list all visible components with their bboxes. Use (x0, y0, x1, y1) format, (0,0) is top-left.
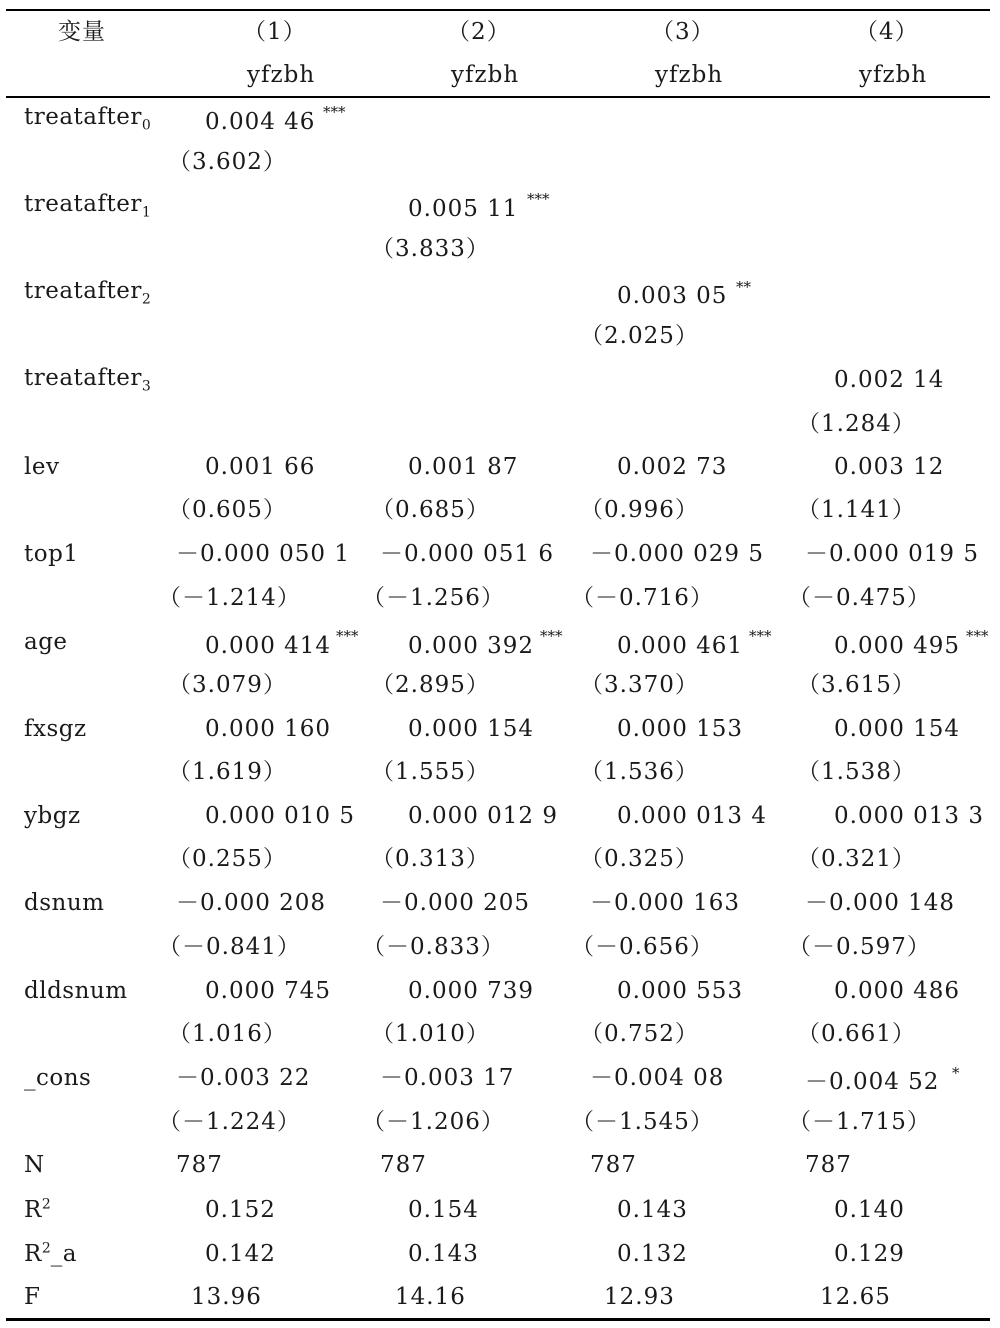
tstat-cell: （1.536） (580, 759, 699, 785)
tstat-cell: （0.661） (797, 1021, 916, 1047)
coef-cell: 0.000 010 5 (205, 803, 355, 829)
stat-label: F (24, 1284, 41, 1310)
stat-value: 787 (380, 1152, 427, 1178)
tstat-cell: （－1.224） (158, 1109, 301, 1135)
stat-value: 0.154 (408, 1197, 479, 1223)
coef-cell: 0.000 154 (408, 716, 535, 742)
coef-cell: －0.000 051 6 (380, 541, 554, 567)
coef-cell: －0.003 17 (380, 1065, 515, 1091)
significance-stars: ** (736, 278, 751, 296)
coef-cell: －0.000 050 1 (176, 541, 350, 567)
stat-value: 0.142 (205, 1241, 276, 1267)
significance-stars: *** (527, 190, 550, 208)
tstat-cell: （－0.475） (788, 585, 931, 611)
tstat-cell: （－1.256） (362, 585, 505, 611)
coef-cell: 0.000 553 (617, 978, 744, 1004)
header-col-number: （4） (855, 19, 919, 45)
stat-label: $R^2\_a$ (24, 1240, 77, 1267)
stat-value: 14.16 (395, 1284, 466, 1310)
row-label: _cons (24, 1065, 92, 1091)
stat-label: N (24, 1152, 45, 1178)
stat-value: 0.132 (617, 1241, 688, 1267)
stat-value: 12.65 (820, 1284, 891, 1310)
coef-cell: 0.000 414 (205, 633, 332, 659)
coef-cell: －0.000 029 5 (590, 541, 764, 567)
stat-value: 0.129 (834, 1241, 905, 1267)
coef-cell: 0.000 154 (834, 716, 961, 742)
coef-cell: －0.004 52 (805, 1069, 940, 1095)
significance-stars: *** (323, 103, 346, 121)
header-rule (6, 96, 990, 98)
tstat-cell: （0.321） (797, 846, 916, 872)
tstat-cell: （1.010） (371, 1021, 490, 1047)
stat-value: 787 (590, 1152, 637, 1178)
coef-cell: 0.000 012 9 (408, 803, 558, 829)
coef-cell: 0.000 739 (408, 978, 535, 1004)
stat-value: 0.152 (205, 1197, 276, 1223)
coef-cell: －0.000 205 (380, 890, 531, 916)
tstat-cell: （2.025） (580, 323, 699, 349)
header-var-label: 变量 (58, 19, 106, 45)
header-col-number: （2） (447, 19, 511, 45)
header-col-number: （1） (243, 19, 307, 45)
stat-label: $R^2$ (24, 1196, 51, 1223)
tstat-cell: （－0.597） (788, 934, 931, 960)
coef-cell: 0.000 153 (617, 716, 744, 742)
tstat-cell: （0.996） (580, 497, 699, 523)
header-col-number: （3） (651, 19, 715, 45)
stat-value: 787 (805, 1152, 852, 1178)
header-dep-var: yfzbh (859, 62, 928, 88)
tstat-cell: （1.538） (797, 759, 916, 785)
coef-cell: 0.000 486 (834, 978, 961, 1004)
tstat-cell: （－0.716） (571, 585, 714, 611)
row-label: treatafter$_0$ (24, 104, 151, 134)
tstat-cell: （－1.545） (571, 1109, 714, 1135)
significance-stars: *** (336, 627, 359, 645)
coef-cell: －0.004 08 (590, 1065, 725, 1091)
significance-stars: *** (966, 627, 989, 645)
tstat-cell: （1.284） (797, 411, 916, 437)
tstat-cell: （－0.841） (158, 934, 301, 960)
significance-stars: * (952, 1064, 960, 1082)
tstat-cell: （0.605） (168, 497, 287, 523)
row-label: age (24, 629, 68, 655)
tstat-cell: （1.619） (168, 759, 287, 785)
tstat-cell: （－1.206） (362, 1109, 505, 1135)
tstat-cell: （3.833） (371, 236, 490, 262)
tstat-cell: （－0.656） (571, 934, 714, 960)
row-label: dldsnum (24, 978, 128, 1004)
tstat-cell: （1.555） (371, 759, 490, 785)
header-dep-var: yfzbh (655, 62, 724, 88)
tstat-cell: （－1.715） (788, 1109, 931, 1135)
coef-cell: 0.000 745 (205, 978, 332, 1004)
significance-stars: *** (749, 627, 772, 645)
tstat-cell: （0.752） (580, 1021, 699, 1047)
tstat-cell: （－0.833） (362, 934, 505, 960)
tstat-cell: （3.602） (168, 149, 287, 175)
coef-cell: －0.000 019 5 (805, 541, 979, 567)
coef-cell: 0.003 05 (617, 283, 728, 309)
stat-value: 0.140 (834, 1197, 905, 1223)
coef-cell: －0.003 22 (176, 1065, 311, 1091)
stat-value: 12.93 (604, 1284, 675, 1310)
coef-cell: －0.000 148 (805, 890, 956, 916)
tstat-cell: （－1.214） (158, 585, 301, 611)
tstat-cell: （2.895） (371, 672, 490, 698)
stat-value: 13.96 (191, 1284, 262, 1310)
row-label: dsnum (24, 890, 105, 916)
stat-value: 0.143 (617, 1197, 688, 1223)
coef-cell: －0.000 208 (176, 890, 327, 916)
coef-cell: －0.000 163 (590, 890, 741, 916)
coef-cell: 0.004 46 (205, 109, 316, 135)
coef-cell: 0.000 461 (617, 633, 744, 659)
row-label: treatafter$_3$ (24, 365, 151, 395)
tstat-cell: （3.079） (168, 672, 287, 698)
row-label: treatafter$_2$ (24, 278, 151, 308)
tstat-cell: （3.370） (580, 672, 699, 698)
stat-value: 787 (176, 1152, 223, 1178)
coef-cell: 0.000 160 (205, 716, 332, 742)
coef-cell: 0.002 14 (834, 367, 945, 393)
coef-cell: 0.001 87 (408, 454, 519, 480)
header-dep-var: yfzbh (247, 62, 316, 88)
coef-cell: 0.000 013 3 (834, 803, 984, 829)
tstat-cell: （1.016） (168, 1021, 287, 1047)
row-label: lev (24, 454, 60, 480)
top-rule (6, 9, 990, 11)
row-label: ybgz (24, 803, 81, 829)
row-label: top1 (24, 541, 79, 567)
tstat-cell: （3.615） (797, 672, 916, 698)
coef-cell: 0.000 495 (834, 633, 961, 659)
tstat-cell: （1.141） (797, 497, 916, 523)
row-label: treatafter$_1$ (24, 191, 151, 221)
coef-cell: 0.005 11 (408, 196, 519, 222)
coef-cell: 0.000 013 4 (617, 803, 767, 829)
tstat-cell: （0.325） (580, 846, 699, 872)
tstat-cell: （0.255） (168, 846, 287, 872)
coef-cell: 0.003 12 (834, 454, 945, 480)
tstat-cell: （0.685） (371, 497, 490, 523)
coef-cell: 0.002 73 (617, 454, 728, 480)
header-dep-var: yfzbh (451, 62, 520, 88)
coef-cell: 0.000 392 (408, 633, 535, 659)
significance-stars: *** (540, 627, 563, 645)
coef-cell: 0.001 66 (205, 454, 316, 480)
row-label: fxsgz (24, 716, 87, 742)
bottom-rule (6, 1318, 990, 1321)
tstat-cell: （0.313） (371, 846, 490, 872)
stat-value: 0.143 (408, 1241, 479, 1267)
